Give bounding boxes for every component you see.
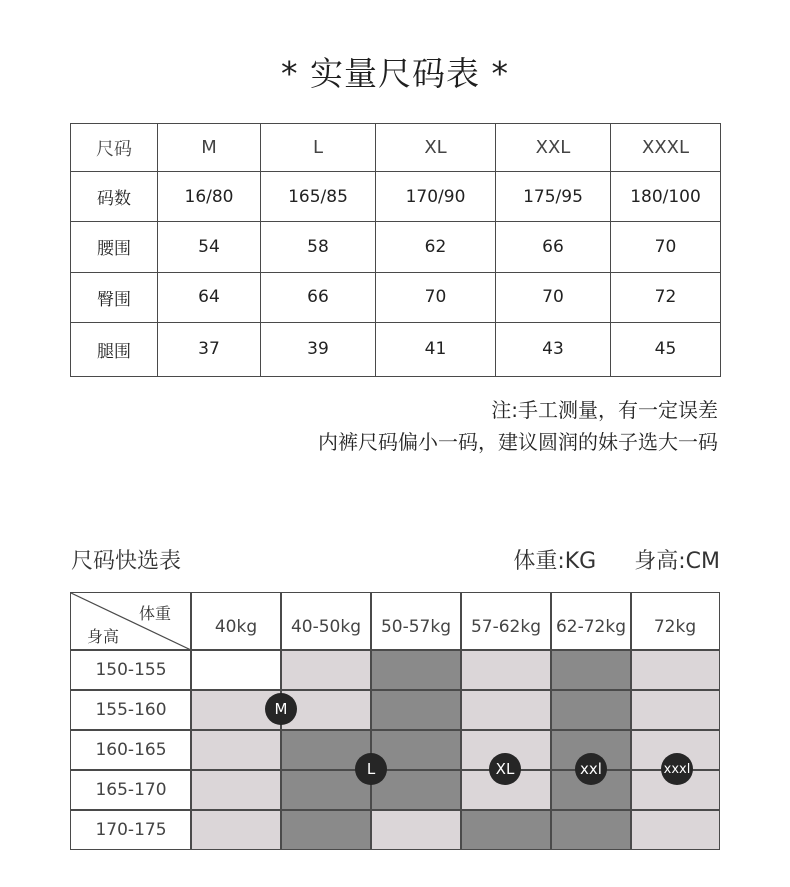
grid-cell [461, 690, 551, 730]
table-cell: 54 [158, 222, 261, 272]
table-row [71, 172, 721, 222]
row-label-hip: 臀围 [71, 272, 158, 322]
height-row-label: 165-170 [95, 780, 167, 800]
size-badge-m: M [265, 693, 297, 725]
header-cell-xxxl: XXXL [611, 124, 721, 172]
grid-line [71, 689, 719, 691]
grid-cell [191, 810, 281, 849]
unit-legend [513, 544, 720, 575]
grid-cell [371, 650, 461, 690]
grid-line [71, 769, 719, 771]
row-label-code: 码数 [71, 172, 158, 222]
header-cell-l: L [261, 124, 376, 172]
weight-header-cell: 50-57kg [380, 616, 452, 637]
corner-height-label: 身高 [87, 627, 120, 646]
table-cell: 39 [261, 322, 376, 376]
grid-cell [191, 650, 281, 690]
row-label-thigh: 腿围 [71, 322, 158, 376]
grid-cell [551, 810, 631, 849]
grid-line [71, 649, 719, 651]
height-row-label: 150-155 [95, 660, 167, 680]
page-title: * 实量尺码表 * [281, 54, 509, 93]
table-cell: 170/90 [376, 172, 496, 222]
table-cell: 180/100 [611, 172, 721, 222]
grid-cell [371, 690, 461, 730]
grid-line [370, 593, 372, 849]
height-row-label: 160-165 [95, 740, 167, 760]
table-cell: 70 [376, 272, 496, 322]
table-cell: 37 [158, 322, 261, 376]
table-cell: 16/80 [158, 172, 261, 222]
grid-cell [281, 650, 371, 690]
size-badge-xxl: xxl [575, 753, 607, 785]
table-cell: 62 [376, 222, 496, 272]
table-cell: 64 [158, 272, 261, 322]
weight-header-cell: 40kg [214, 616, 258, 637]
size-table [70, 123, 721, 377]
weight-unit-label: 体重:KG [513, 549, 597, 574]
quick-select-title: 尺码快选表 [71, 549, 182, 574]
grid-line [71, 809, 719, 811]
table-cell: 41 [376, 322, 496, 376]
table-row [71, 322, 721, 376]
row-label-waist: 腰围 [71, 222, 158, 272]
header-cell-xl: XL [376, 124, 496, 172]
grid-cell [461, 810, 551, 849]
height-unit-label: 身高:CM [634, 549, 720, 574]
grid-cell [631, 650, 719, 690]
grid-cell [631, 690, 719, 730]
size-badge-xl: XL [489, 753, 521, 785]
size-table-header-row [71, 124, 721, 172]
header-cell-size: 尺码 [71, 124, 158, 172]
table-cell: 58 [261, 222, 376, 272]
table-row [71, 272, 721, 322]
grid-line [190, 593, 192, 849]
table-cell: 66 [261, 272, 376, 322]
table-cell: 165/85 [261, 172, 376, 222]
grid-cell [371, 810, 461, 849]
table-cell: 70 [496, 272, 611, 322]
weight-header-cell: 57-62kg [470, 616, 542, 637]
weight-header-cell: 40-50kg [290, 616, 362, 637]
size-badge-xxxl: xxxl [661, 753, 693, 785]
corner-weight-label: 体重 [139, 604, 172, 623]
table-cell: 72 [611, 272, 721, 322]
table-cell: 175/95 [496, 172, 611, 222]
grid-line [550, 593, 552, 849]
note-size-advice: 内裤尺码偏小一码，建议圆润的妹子选大一码 [318, 430, 718, 454]
grid-cell [551, 690, 631, 730]
table-cell: 66 [496, 222, 611, 272]
grid-cell [551, 650, 631, 690]
grid-cell [191, 730, 281, 770]
grid-cell [191, 770, 281, 810]
size-badge-l: L [355, 753, 387, 785]
note-measurement: 注:手工测量，有一定误差 [491, 398, 718, 422]
weight-header-cell: 72kg [653, 616, 697, 637]
table-cell: 70 [611, 222, 721, 272]
weight-header-cell: 62-72kg [555, 616, 627, 637]
table-row [71, 222, 721, 272]
header-cell-xxl: XXL [496, 124, 611, 172]
grid-cell [281, 810, 371, 849]
header-cell-m: M [158, 124, 261, 172]
height-row-label: 170-175 [95, 819, 167, 840]
grid-cell [631, 810, 719, 849]
grid-line [460, 593, 462, 849]
quick-select-grid [70, 592, 720, 850]
table-cell: 43 [496, 322, 611, 376]
grid-line [71, 729, 719, 731]
table-cell: 45 [611, 322, 721, 376]
height-row-label: 155-160 [95, 700, 167, 720]
grid-cell [461, 650, 551, 690]
grid-line [630, 593, 632, 849]
